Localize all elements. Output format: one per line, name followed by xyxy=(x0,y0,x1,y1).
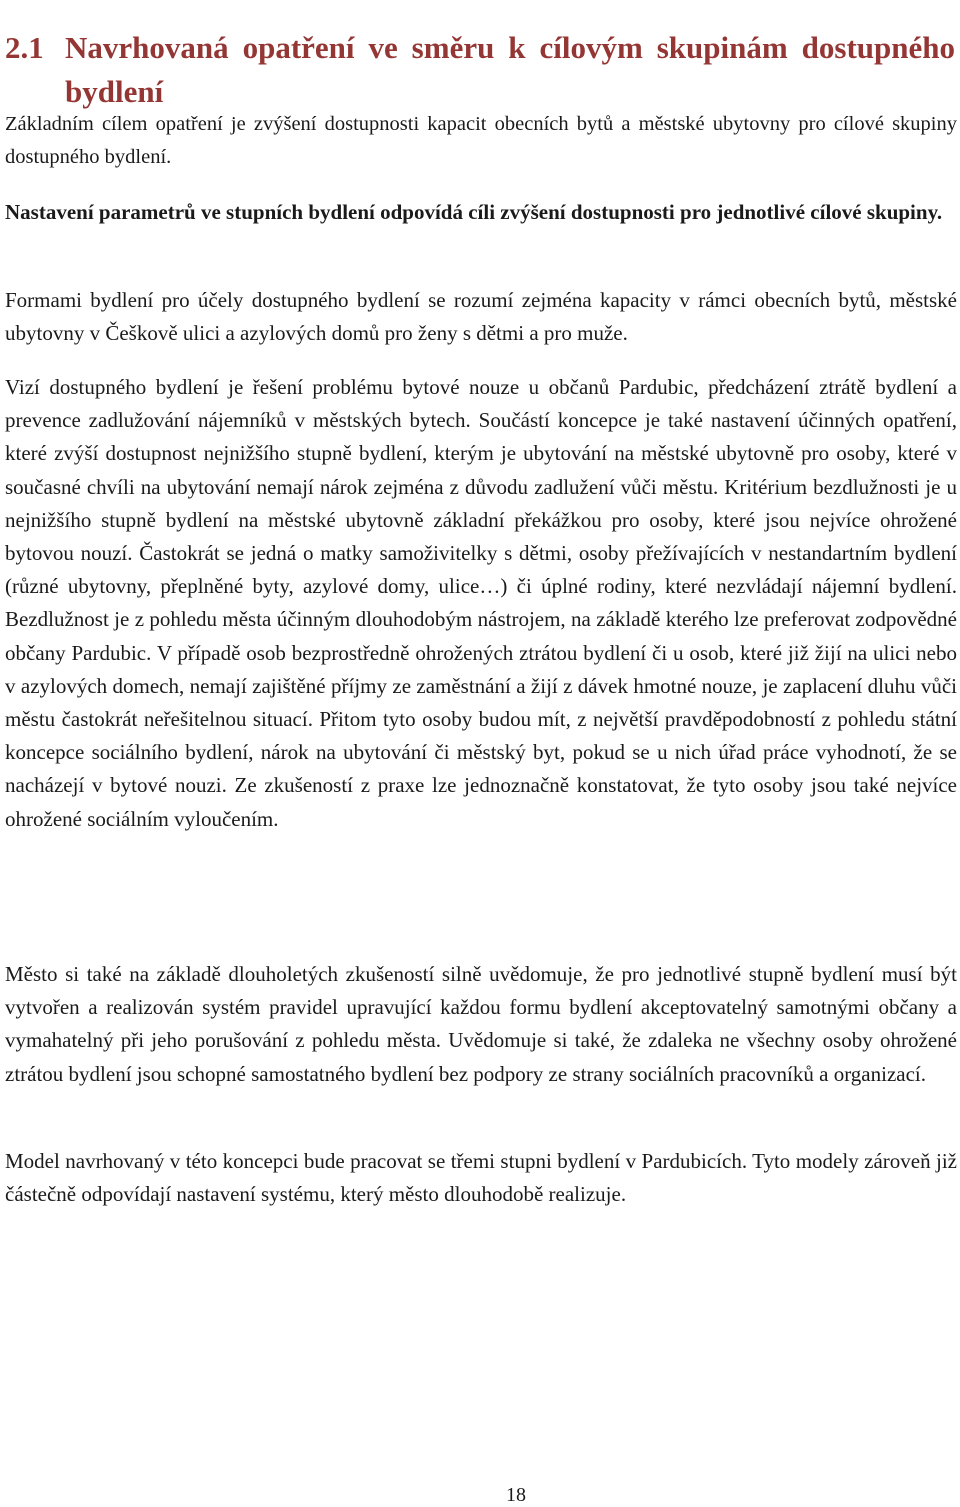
paragraph-vision: Vizí dostupného bydlení je řešení problému bytové nouze u občanů Pardubic, předcházení ztrátě bydlení a prevence zadlužování nájemníků v městských bytech. Součástí koncepce je také nastavení účinných opatření, které zvýší dostupnost nejnižšího stupně bydlení, kterým je ubytování na městské ubytovně pro osoby, které v současné chvíli na ubytování nemají nárok zejména z důvodu zadlužení vůči městu. Kritérium bezdlužnosti je u nejnižšího stupně bydlení na městské ubytovně základní překážkou pro osoby, které jsou nejvíce ohrožené bytovou nouzí. Častokrát se jedná o matky samoživitelky s dětmi, osoby přežívajících v nestandartním bydlení (různé ubytovny, přeplněné byty, azylové domy, ulice…) či úplné rodiny, které nezvládají nájemní bydlení. Bezdlužnost je z pohledu města účinným dlouhodobým nástrojem, na základě kterého lze preferovat zodpovědné občany Pardubic. V případě osob bezprostředně ohrožených ztrátou bydlení či u osob, které již žijí na ulici nebo v azylových domech, nemají zajištěné příjmy ze zaměstnání a žijí z dávek hmotné nouze, je zaplacení dluhu vůči městu častokrát neřešitelnou situací. Přitom tyto osoby budou mít, z největší pravděpodobností z pohledu státní koncepce sociálního bydlení, nárok na ubytování či městský byt, pokud se u nich úřad práce vyhodnotí, že se nacházejí v bytové nouzi. Ze zkušeností z praxe lze jednoznačně konstatovat, že tyto osoby jsou také nejvíce ohrožené sociálním vyloučením. xyxy=(5,375,957,831)
paragraph-rules: Město si také na základě dlouholetých zkušeností silně uvědomuje, že pro jednotlivé stupně bydlení musí být vytvořen a realizován systém pravidel upravující každou formu bydlení akceptovatelný samotnými občany a vymahatelný při jeho porušování z pohledu města. Uvědomuje si také, že zdaleka ne všechny osoby ohrožené ztrátou bydlení jsou schopné samostatného bydlení bez podpory ze strany sociálních pracovníků a organizací. xyxy=(5,962,957,1086)
section-title: Navrhovaná opatření ve směru k cílovým skupinám dostupného bydlení xyxy=(65,29,955,109)
page-number: 18 xyxy=(506,1484,526,1506)
section-number: 2.1 xyxy=(5,29,44,65)
section-heading xyxy=(5,26,955,114)
paragraph-parameters: Nastavení parametrů ve stupních bydlení odpovídá cíli zvýšení dostupnosti pro jednotlivé cílové skupiny. xyxy=(5,200,943,224)
paragraph-model: Model navrhovaný v této koncepci bude pracovat se třemi stupni bydlení v Pardubicích. Tyto modely zároveň již částečně odpovídají nastavení systému, který město dlouhodobě realizuje. xyxy=(5,1149,957,1207)
paragraph-housing-forms: Formami bydlení pro účely dostupného bydlení se rozumí zejména kapacity v rámci obecních bytů, městské ubytovny v Češkově ulici a azylových domů pro ženy s dětmi a pro muže. xyxy=(5,288,957,346)
paragraph-goal: Základním cílem opatření je zvýšení dostupnosti kapacit obecních bytů a městské ubytovny pro cílové skupiny dostupného bydlení. xyxy=(5,113,957,169)
